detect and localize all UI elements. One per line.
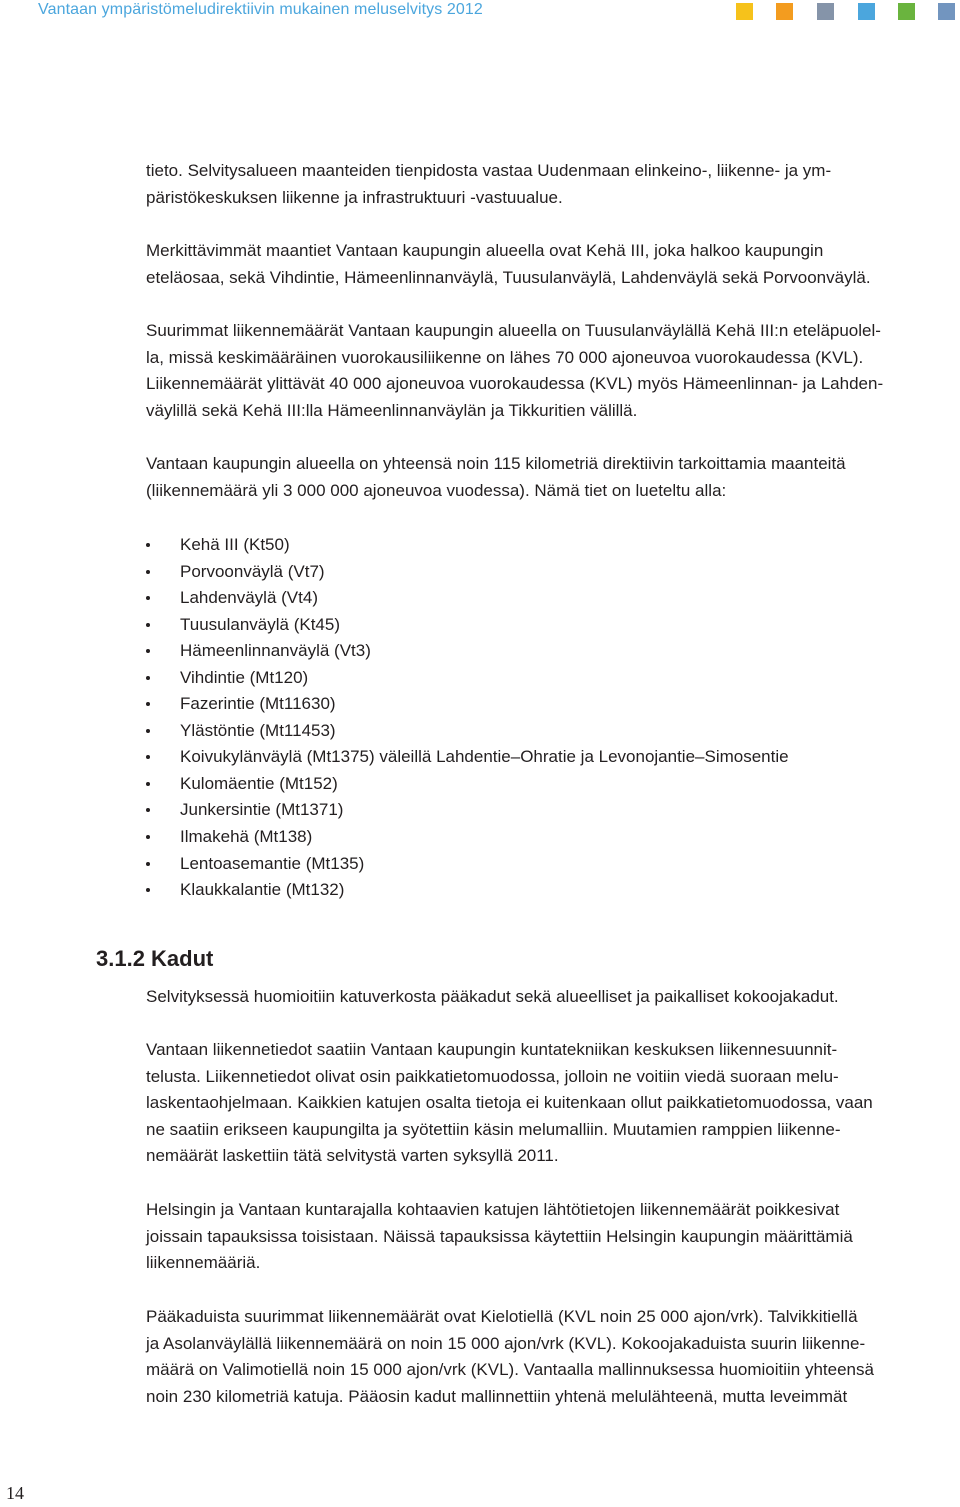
paragraph-line: Merkittävimmät maantiet Vantaan kaupungin alueella ovat Kehä III, joka halkoo kaupungin: [146, 241, 824, 260]
paragraph-line: telusta. Liikennetiedot olivat osin paikkatietomuodossa, jolloin ne voitiin viedä suoraan melu-: [146, 1066, 839, 1086]
paragraph-line: Liikennemäärät ylittävät 40 000 ajoneuvoa vuorokaudessa (KVL) myös Hämeenlinnan- ja Lahden-: [146, 374, 884, 394]
paragraph-line: (liikennemäärä yli 3 000 000 ajoneuvoa vuodessa). Nämä tiet on lueteltu alla:: [146, 480, 727, 500]
bullet-icon: [146, 835, 150, 839]
list-item: [146, 797, 926, 824]
list-item: [146, 691, 926, 718]
list-item-label: Junkersintie (Mt1371): [180, 800, 344, 820]
road-list: [146, 532, 926, 904]
paragraph-line: la, missä keskimääräinen vuorokausiliikenne on lähes 70 000 ajoneuvoa vuorokaudessa (KVL).: [146, 347, 864, 367]
section-heading: 3.1.2 Kadut: [96, 946, 214, 971]
list-item-label: Porvoonväylä (Vt7): [180, 561, 325, 581]
list-item: [146, 771, 926, 798]
paragraph-line: Vantaan kaupungin alueella on yhteensä noin 115 kilometriä direktiivin tarkoittamia maanteitä: [146, 454, 846, 473]
paragraph-line: liikennemääriä.: [146, 1253, 261, 1273]
paragraph-line: Selvityksessä huomioitiin katuverkosta pääkadut sekä alueelliset ja paikalliset kokoojakadut.: [146, 987, 839, 1006]
color-square-yellow: [736, 3, 753, 20]
paragraph-main-streets-volumes: [146, 1304, 952, 1410]
list-item: [146, 824, 926, 851]
list-item-label: Kulomäentie (Mt152): [180, 773, 338, 793]
list-item-label: Ylästöntie (Mt11453): [180, 720, 336, 740]
paragraph-line: Pääkaduista suurimmat liikennemäärät ovat Kielotiellä (KVL noin 25 000 ajon/vrk). Talvikkitiellä: [146, 1307, 858, 1326]
list-item-label: Lentoasemantie (Mt135): [180, 853, 365, 873]
list-item: [146, 585, 926, 612]
paragraph-line: Vantaan liikennetiedot saatiin Vantaan kaupungin kuntatekniikan keskuksen liikennesuunnit-: [146, 1040, 838, 1059]
list-item: [146, 532, 926, 559]
paragraph-traffic-data: [146, 1037, 952, 1170]
list-item: [146, 718, 926, 745]
list-item-label: Vihdintie (Mt120): [180, 667, 309, 687]
list-item-label: Tuusulanväylä (Kt45): [180, 614, 341, 634]
list-item: [146, 559, 926, 586]
list-item-label: Fazerintie (Mt11630): [180, 694, 336, 714]
bullet-icon: [146, 782, 150, 786]
bullet-icon: [146, 676, 150, 680]
bullet-icon: [146, 862, 150, 866]
paragraph-maintenance: [146, 158, 952, 211]
list-item-label: Lahdenväylä (Vt4): [180, 588, 318, 608]
paragraph-line: Helsingin ja Vantaan kuntarajalla kohtaavien katujen lähtötietojen liikennemäärät poikkesivat: [146, 1200, 840, 1219]
list-item-label: Ilmakehä (Mt138): [180, 827, 313, 847]
list-item-label: Hämeenlinnanväylä (Vt3): [180, 641, 371, 661]
bullet-icon: [146, 888, 150, 892]
paragraph-line: eteläosaa, sekä Vihdintie, Hämeenlinnanväylä, Tuusulanväylä, Lahdenväylä sekä Porvoonväylä.: [146, 267, 871, 287]
paragraph-border-streets: [146, 1197, 952, 1277]
paragraph-line: väylillä sekä Kehä III:lla Hämeenlinnanväylän ja Tikkuritien välillä.: [146, 400, 638, 420]
bullet-icon: [146, 623, 150, 627]
paragraph-line: ne saatiin erikseen kaupungilta ja syötettiin käsin melumalliin. Muutamien ramppien liikenne-: [146, 1119, 841, 1139]
paragraph-road-total: [146, 451, 952, 504]
paragraph-line: päristökeskuksen liikenne ja infrastruktuuri -vastuualue.: [146, 187, 563, 207]
bullet-icon: [146, 729, 150, 733]
paragraph-street-network: [146, 984, 952, 1011]
paragraph-traffic-volumes: [146, 318, 952, 424]
list-item-label: Kehä III (Kt50): [180, 535, 290, 554]
bullet-icon: [146, 702, 150, 706]
paragraph-line: Suurimmat liikennemäärät Vantaan kaupungin alueella on Tuusulanväylällä Kehä III:n eteläpuolel-: [146, 321, 881, 340]
list-item-label: Klaukkalantie (Mt132): [180, 880, 345, 900]
paragraph-line: noin 230 kilometriä katuja. Pääosin kadut mallinnettiin yhtenä melulähteenä, mutta leveimmät: [146, 1386, 848, 1406]
list-item: [146, 877, 926, 904]
running-header-title: Vantaan ympäristömeludirektiivin mukainen meluselvitys 2012: [38, 1, 483, 18]
bullet-icon: [146, 649, 150, 653]
color-square-gray: [817, 3, 834, 20]
list-item: [146, 612, 926, 639]
paragraph-line: määrä on Valimotiellä noin 15 000 ajon/vrk (KVL). Vantaalla mallinnuksessa huomioitiin yhteensä: [146, 1360, 874, 1380]
list-item: [146, 851, 926, 878]
paragraph-line: laskentaohjelmaan. Kaikkien katujen osalta tietoja ei kuitenkaan ollut paikkatietomuodossa, vaan: [146, 1093, 873, 1113]
color-square-steel-blue: [938, 3, 955, 20]
page-number: 14: [6, 1483, 24, 1503]
paragraph-main-roads: [146, 238, 952, 291]
list-item-label: Koivukylänväylä (Mt1375) väleillä Lahdentie–Ohratie ja Levonojantie–Simosentie: [180, 747, 789, 767]
bullet-icon: [146, 755, 150, 759]
list-item: [146, 638, 926, 665]
list-item: [146, 665, 926, 692]
bullet-icon: [146, 543, 150, 547]
list-item: [146, 744, 926, 771]
bullet-icon: [146, 808, 150, 812]
paragraph-line: joissain tapauksissa toisistaan. Näissä tapauksissa käytettiin Helsingin kaupungin määrittämiä: [146, 1226, 853, 1246]
color-square-blue: [858, 3, 875, 20]
paragraph-line: tieto. Selvitysalueen maanteiden tienpidosta vastaa Uudenmaan elinkeino-, liikenne- ja ym-: [146, 161, 832, 180]
color-square-orange: [776, 3, 793, 20]
color-square-green: [898, 3, 915, 20]
bullet-icon: [146, 596, 150, 600]
paragraph-line: ja Asolanväylällä liikennemäärä on noin 15 000 ajon/vrk (KVL). Kokoojakaduista suurin liikenne-: [146, 1333, 866, 1353]
paragraph-line: nemäärät laskettiin tätä selvitystä varten syksyllä 2011.: [146, 1146, 559, 1166]
bullet-icon: [146, 570, 150, 574]
